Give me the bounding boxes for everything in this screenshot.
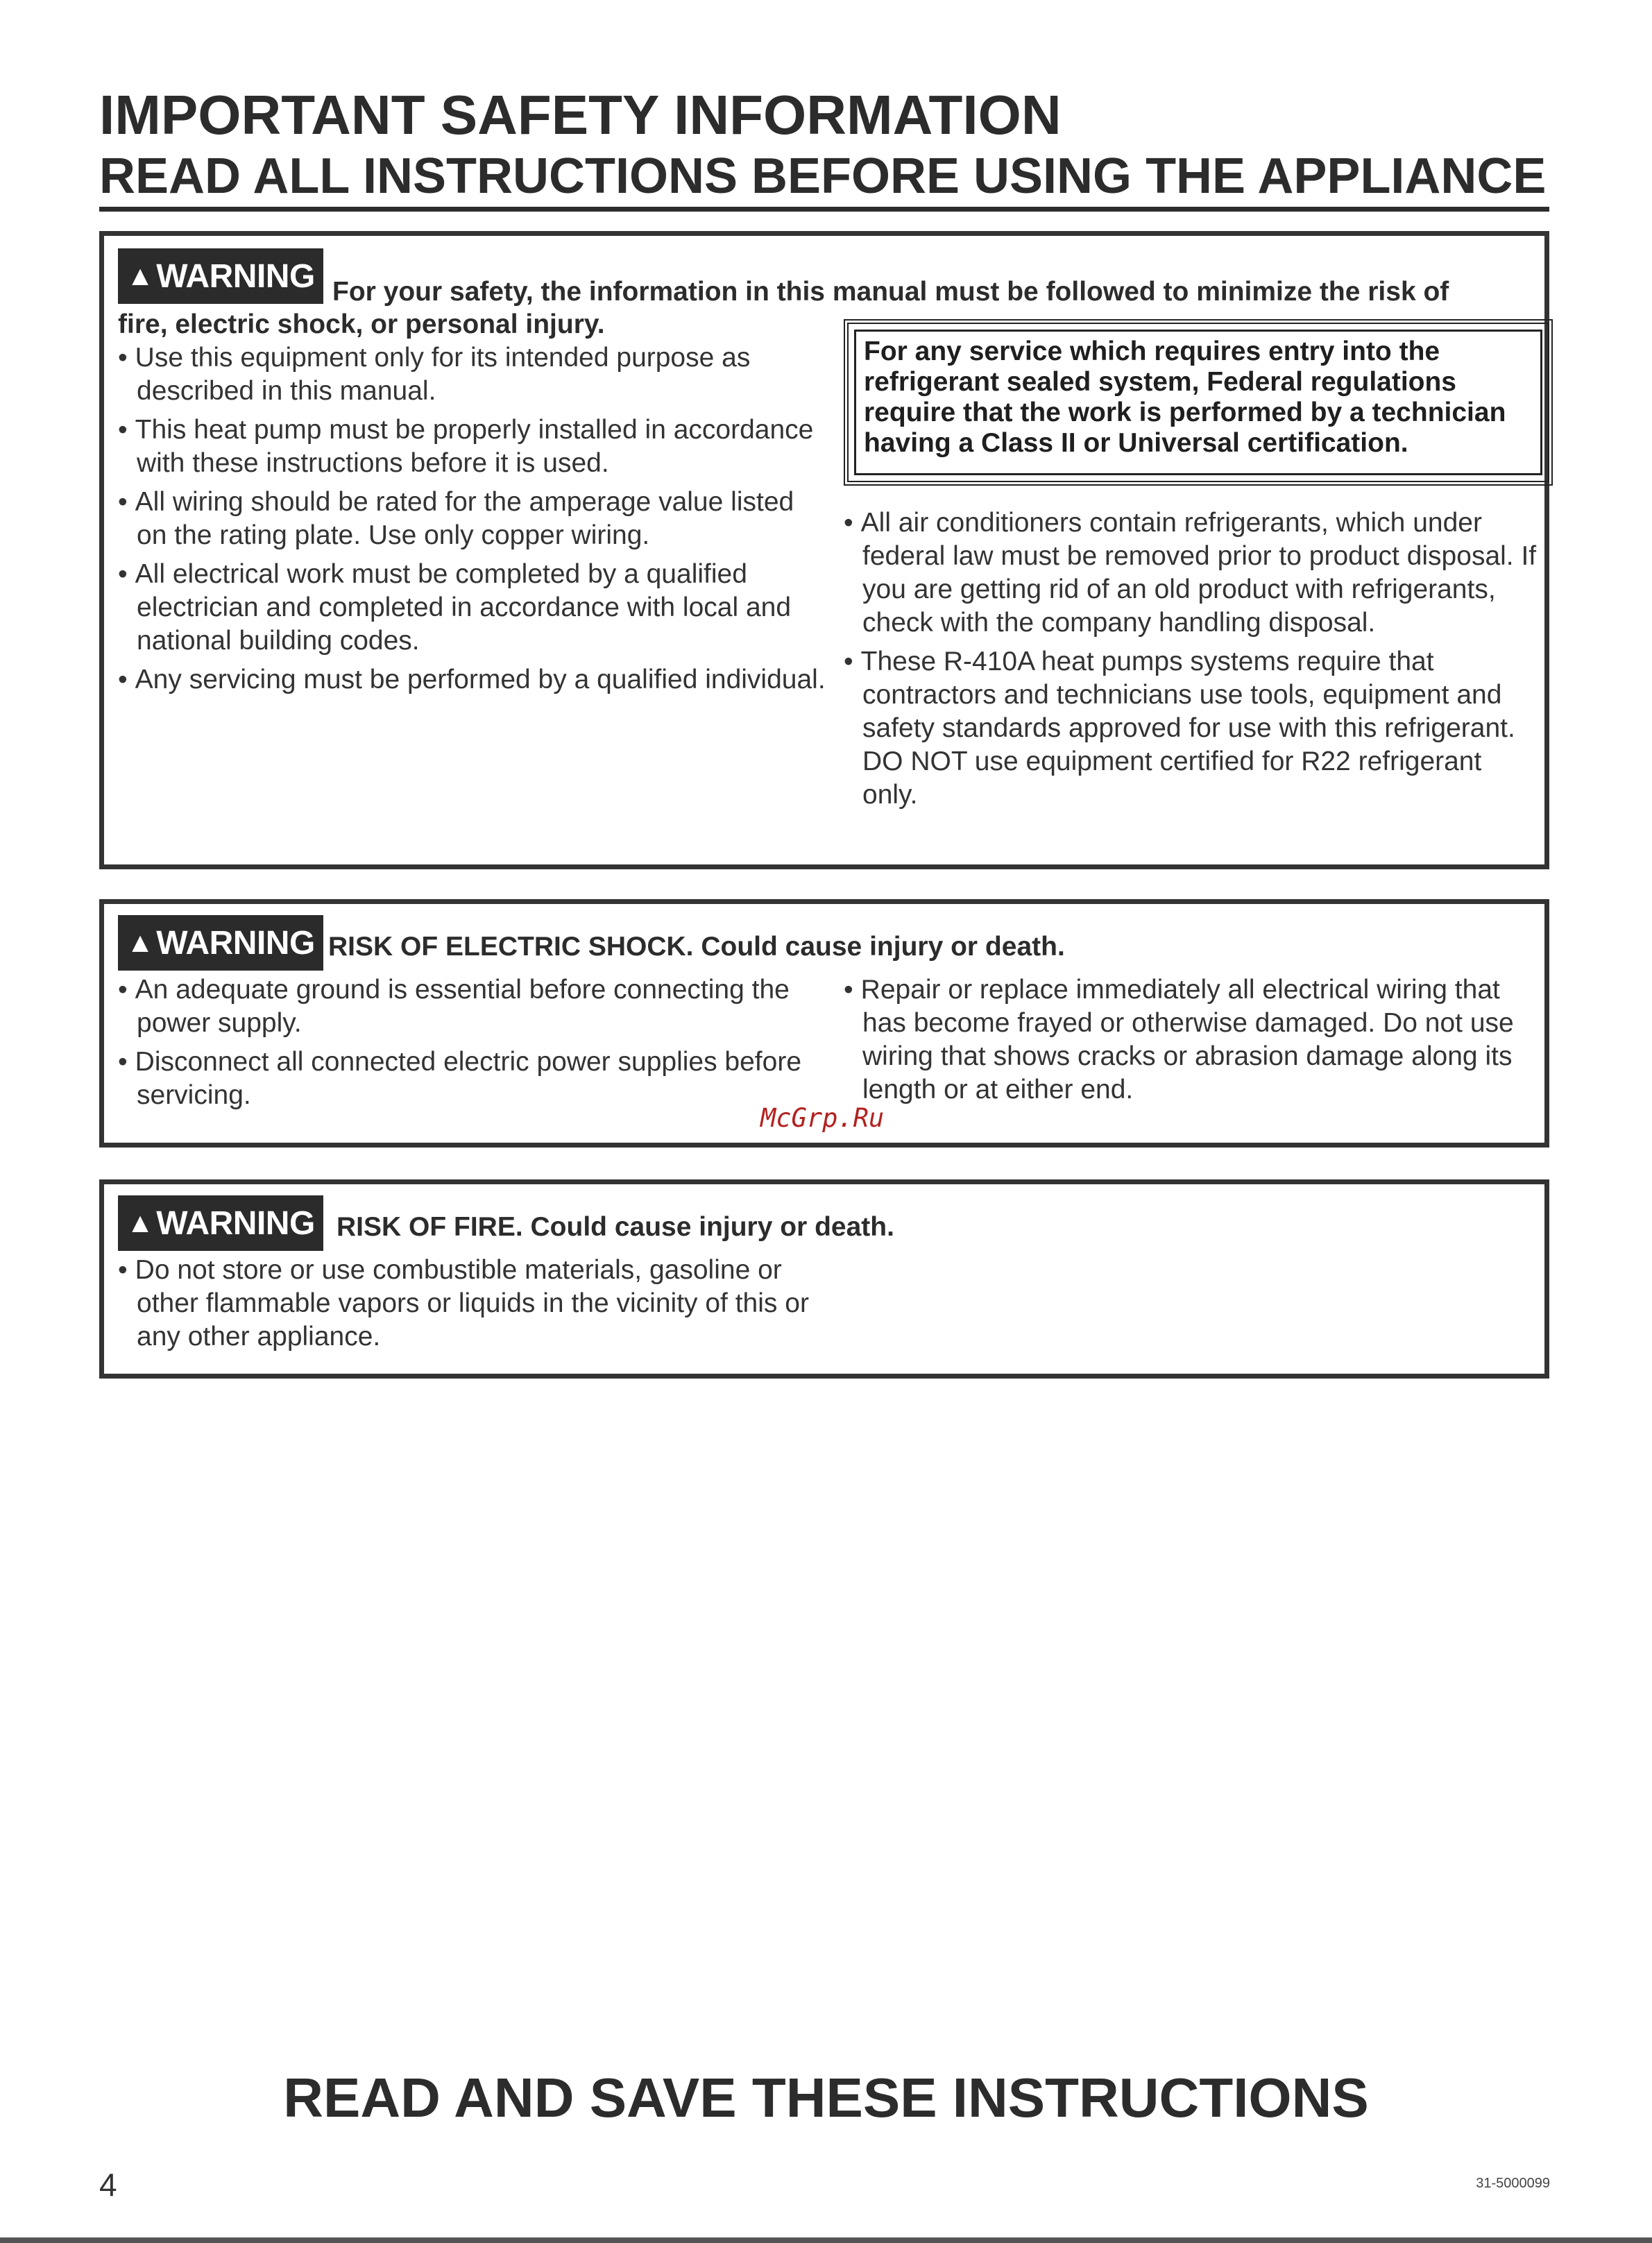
warning-general-left-list xyxy=(118,341,826,702)
list-item: • All air conditioners contain refrigerants, which under federal law must be removed prior to product disposal. If you are getting rid of an old product with refrigerants, check with the company handling disposal. xyxy=(844,506,1541,640)
page-title: IMPORTANT SAFETY INFORMATION xyxy=(99,84,1062,146)
warning-lead: RISK OF ELECTRIC SHOCK. Could cause injury or death. xyxy=(328,932,1065,962)
certification-notice xyxy=(844,319,1553,486)
page-number: 4 xyxy=(99,2167,117,2203)
list-item: • An adequate ground is essential before connecting the power supply. xyxy=(118,973,812,1040)
certification-notice-text: For any service which requires entry into the refrigerant sealed system, Federal regulations require that the work is performed by a technician having a Class II or Universal certification. xyxy=(864,336,1506,458)
list-item: • This heat pump must be properly installed in accordance with these instructions before it is used. xyxy=(118,413,826,480)
warning-lead: RISK OF FIRE. Could cause injury or death. xyxy=(337,1212,894,1242)
warning-triangle-icon: ▲ xyxy=(126,927,154,958)
warning-badge xyxy=(118,1195,323,1251)
title-divider xyxy=(99,207,1549,212)
watermark: McGrp.Ru xyxy=(760,1103,885,1133)
warning-triangle-icon: ▲ xyxy=(126,260,154,291)
warning-badge-label: WARNING xyxy=(156,1204,315,1242)
warning-box-fire xyxy=(99,1179,1549,1379)
list-item: • These R-410A heat pumps systems require that contractors and technicians use tools, equipment and safety standards approved for use with this refrigerant. DO NOT use equipment certified for R22 refrigerant only. xyxy=(844,645,1541,812)
list-item: • Repair or replace immediately all electrical wiring that has become frayed or otherwise damaged. Do not use wiring that shows cracks or abrasion damage along its length or at either end. xyxy=(844,973,1541,1107)
warning-badge-label: WARNING xyxy=(156,257,315,295)
list-item: • Use this equipment only for its intended purpose as described in this manual. xyxy=(118,341,826,408)
warning-box-general xyxy=(99,231,1549,869)
list-item: • Do not store or use combustible materials, gasoline or other flammable vapors or liquids in the vicinity of this or any other appliance. xyxy=(118,1254,812,1354)
warning-shock-right-list xyxy=(844,973,1541,1112)
document-id: 31-5000099 xyxy=(1476,2176,1550,2191)
footer-title: READ AND SAVE THESE INSTRUCTIONS xyxy=(283,2067,1369,2129)
list-item: • All electrical work must be completed by a qualified electrician and completed in accordance with local and national building codes. xyxy=(118,558,826,658)
warning-badge-label: WARNING xyxy=(156,924,315,962)
warning-fire-list xyxy=(118,1254,812,1359)
warning-lead-line1: For your safety, the information in this manual must be followed to minimize the risk of xyxy=(332,277,1449,307)
warning-lead-line2: fire, electric shock, or personal injury. xyxy=(118,309,605,339)
warning-badge xyxy=(118,915,323,971)
warning-shock-left-list xyxy=(118,973,812,1118)
list-item: • All wiring should be rated for the amperage value listed on the rating plate. Use only copper wiring. xyxy=(118,486,826,552)
list-item: • Any servicing must be performed by a qualified individual. xyxy=(118,663,826,697)
warning-general-right-list xyxy=(844,506,1541,817)
warning-triangle-icon: ▲ xyxy=(126,1207,154,1238)
bottom-border xyxy=(0,2237,1652,2243)
page-subtitle: READ ALL INSTRUCTIONS BEFORE USING THE APPLIANCE xyxy=(99,148,1547,204)
list-item: • Disconnect all connected electric power supplies before servicing. xyxy=(118,1046,812,1112)
warning-badge xyxy=(118,248,323,304)
